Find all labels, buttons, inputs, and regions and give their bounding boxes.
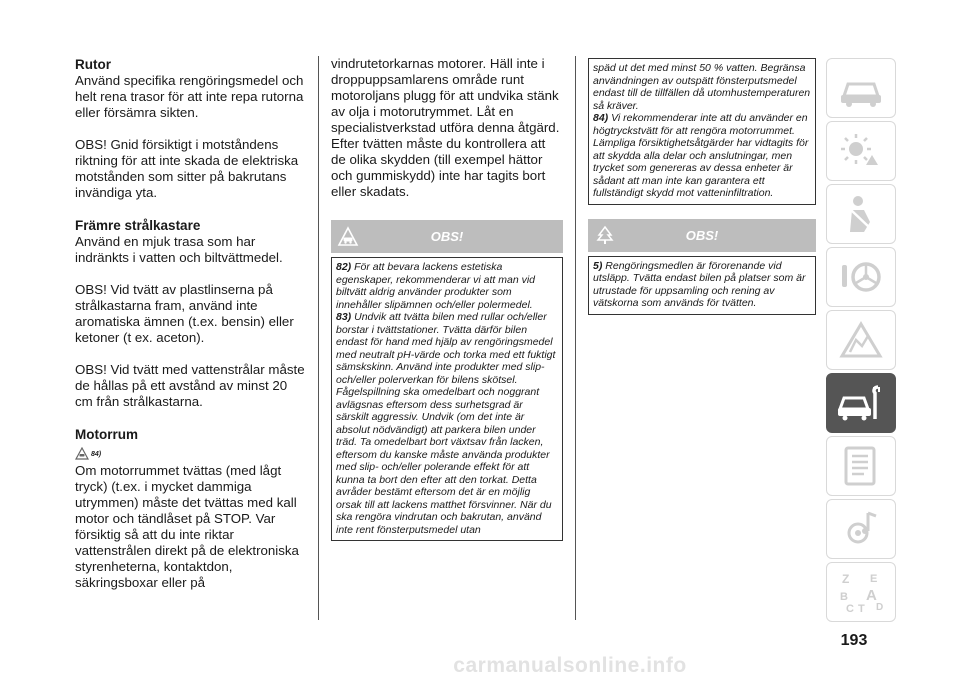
- column-divider: [575, 56, 576, 620]
- index-letter: A: [866, 587, 877, 604]
- section-title-motorrum: Motorrum: [75, 427, 138, 442]
- note-text: Rengöringsmedlen är förorenande vid utsläpp. Tvätta endast bilen på platser som är utrustade för uppsamling och rening av vätskorna som används för tvätten.: [593, 259, 806, 309]
- car-dashboard-icon: [836, 66, 886, 110]
- tab-starting-driving[interactable]: [826, 247, 896, 307]
- index-letter: D: [876, 602, 884, 613]
- paragraph: Använd en mjuk trasa som har indränkts i vatten och biltvättmedel.: [75, 234, 283, 265]
- note-number: 84): [593, 112, 609, 124]
- multimedia-icon: [836, 507, 886, 551]
- tab-index[interactable]: [826, 562, 896, 622]
- note-text: För att bevara lackens estetiska egenskaper, rekommenderar vi att man vid biltvätt aldrig använder produkter som innehåller slipämnen och/eller polermedel.: [336, 261, 536, 311]
- tab-warning-lights[interactable]: [826, 121, 896, 181]
- note-continuation: späd ut det med minst 50 % vatten. Begränsa användningen av outspätt fönsterputsmedel endast till de tillfällen då utomhustemperaturen så kräver.: [593, 62, 811, 112]
- technical-data-icon: [836, 444, 886, 488]
- index-letter: B: [840, 591, 848, 603]
- watermark: carmanualsonline.info: [453, 654, 687, 677]
- steering-key-icon: [836, 255, 886, 299]
- note-number: 82): [336, 261, 352, 273]
- section-title-framre-stralkastare: Främre strålkastare: [75, 218, 201, 233]
- note-box: [588, 256, 816, 315]
- note-text: Vi rekommenderar inte att du använder en högtryckstvätt för att rengöra motorrummet. Lämpliga försiktighetsåtgärder har vidtagits för att skydda alla delar och anslutningar, men trycket som genereras av dessa enheter är sådant att man inte kan garantera ett fullständigt skydd mot vatteninfiltration.: [593, 112, 809, 199]
- note-number: 83): [336, 311, 352, 323]
- note-83: [336, 311, 558, 536]
- index-letter: C: [846, 603, 854, 614]
- column-1: [75, 56, 307, 591]
- tab-dashboard[interactable]: [826, 58, 896, 118]
- tab-emergency[interactable]: [826, 310, 896, 370]
- tab-multimedia[interactable]: [826, 499, 896, 559]
- seat-belt-safety-icon: [836, 192, 886, 236]
- warning-car-icon: [75, 447, 89, 461]
- tab-maintenance[interactable]: [826, 373, 896, 433]
- chapter-tabs: [826, 58, 896, 625]
- car-maintenance-icon: [836, 381, 886, 425]
- emergency-triangle-icon: [836, 318, 886, 362]
- paragraph: Använd specifika rengöringsmedel och helt rena trasor för att inte repa rutorna eller försämra sikten.: [75, 73, 304, 120]
- index-abc-icon: [836, 570, 886, 614]
- note-box: [331, 257, 563, 541]
- note-number: 5): [593, 259, 603, 272]
- note-reference[interactable]: [75, 445, 307, 463]
- warning-car-icon: [337, 226, 359, 248]
- note-5: [593, 260, 811, 310]
- obs-title: OBS!: [430, 229, 464, 244]
- index-letter: T: [858, 603, 865, 614]
- note-number: 84): [91, 450, 102, 458]
- paragraph: Om motorrummet tvättas (med lågt tryck) (t.ex. i mycket dammiga utrymmen) måste det tvättas med kall motor och tändlåset på STOP. Var försiktig så att du inte riktar vattenstrålen direkt på de elektroniska styrenheterna, kontaktdon, säkringsboxar eller på: [75, 463, 299, 590]
- tab-safety[interactable]: [826, 184, 896, 244]
- paragraph: OBS! Vid tvätt med vattenstrålar måste de hållas på ett avstånd av minst 20 cm från strålkastarna.: [75, 362, 305, 409]
- obs-header: [331, 220, 563, 253]
- note-84: [593, 112, 811, 200]
- note-box: [588, 58, 816, 205]
- tab-technical-data[interactable]: [826, 436, 896, 496]
- paragraph: OBS! Gnid försiktigt i motståndens riktning för att inte skada de elektriska motstånden som sitter på bakrutans invändiga yta.: [75, 137, 299, 200]
- column-3: [588, 58, 816, 315]
- section-title-rutor: Rutor: [75, 57, 111, 72]
- column-divider: [318, 56, 319, 620]
- column-2: [331, 56, 563, 541]
- paragraph: OBS! Vid tvätt av plastlinserna på strålkastarna fram, använd inte aromatiska ämnen (t.ex. bensin) eller ketoner (t ex. aceton).: [75, 282, 294, 345]
- obs-title: OBS!: [685, 227, 719, 243]
- index-letter: E: [870, 573, 878, 585]
- warning-lights-icon: [836, 129, 886, 173]
- index-letter: Z: [842, 572, 850, 586]
- page-number: 193: [840, 632, 868, 649]
- note-text: Undvik att tvätta bilen med rullar och/eller borstar i tvättstationer. Tvätta därför bilen endast för hand med hjälp av rengöringsmedel med neutralt pH-värde och torka med ett fuktigt sämskskinn. Använd inte produkter med slip- och/eller polerverkan för bilens skötsel. Fågelspillning ska omedelbart och noggrant avlägsnas eftersom dess surhetsgrad är särskilt aggressiv. Undvik (om det inte är absolut nödvändigt) att parkera bilen under träd. Ta omedelbart bort växtsav från lacken, eftersom du kanske måste använda produkter med slip- och/eller polerande effekt för att kunna ta bort den efter att den torkat. Detta avråder bestämt eftersom det är en möjlig orsak till att lackens matthet försvinner. När du ska rengöra vindrutan och bakrutan, använd inte rent fönsterputsmedel utan: [336, 311, 556, 536]
- environment-tree-icon: [594, 225, 616, 247]
- paragraph: vindrutetorkarnas motorer. Häll inte i droppuppsamlarens område runt motoroljans plugg för att undvika stänk av olja i motorutrymmet. Låt en specialistverkstad utföra denna åtgärd. Efter tvätten måste du kontrollera att de olika skydden (till exempel hättor och gummiskydd) inte har tagits bort eller skadats.: [331, 56, 560, 199]
- note-82: [336, 261, 558, 311]
- obs-header: [588, 219, 816, 252]
